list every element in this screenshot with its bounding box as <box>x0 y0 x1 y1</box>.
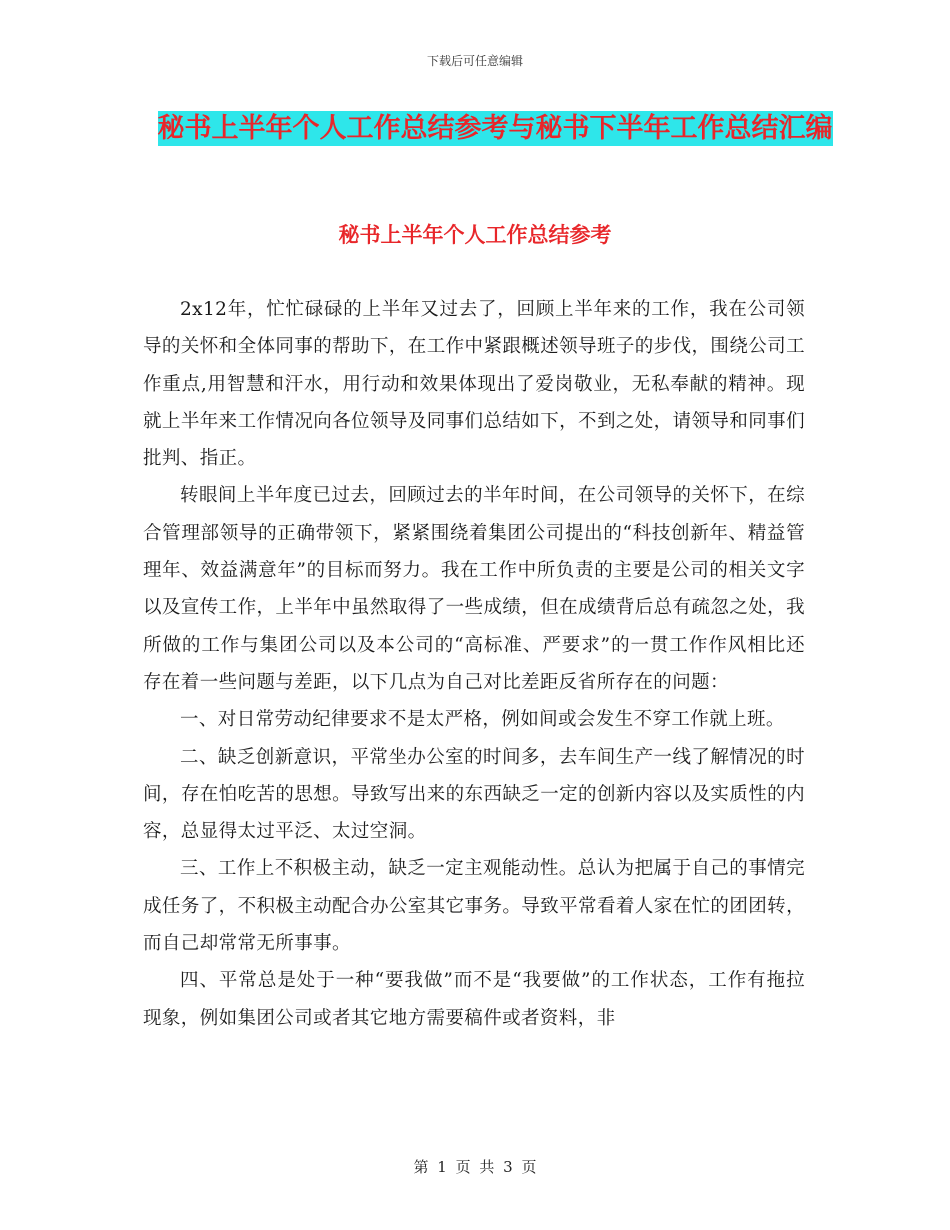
paragraph: 三、工作上不积极主动，缺乏一定主观能动性。总认为把属于自己的事情完成任务了，不积极主动配合办公室其它事务。导致平常看着人家在忙的团团转，而自己却常常无所事事。 <box>143 858 805 955</box>
document-body <box>143 291 805 1037</box>
section-title: 秘书上半年个人工作总结参考 <box>338 223 612 247</box>
page-header-note: 下载后可任意编辑 <box>426 54 523 68</box>
page-number: 第 1 页 共 3 页 <box>413 1158 537 1176</box>
paragraph: 2x12年，忙忙碌碌的上半年又过去了，回顾上半年来的工作，我在公司领导的关怀和全体同事的帮助下，在工作中紧跟概述领导班子的步伐，围绕公司工作重点,用智慧和汗水，用行动和效果体现出了爱岗敬业，无私奉献的精神。现就上半年来工作情况向各位领导及同事们总结如下，不到之处，请领导和同事们批判、指正。 <box>143 299 805 470</box>
paragraph: 转眼间上半年度已过去，回顾过去的半年时间，在公司领导的关怀下，在综合管理部领导的正确带领下，紧紧围绕着集团公司提出的“科技创新年、精益管理年、效益满意年”的目标而努力。我在工作中所负责的主要是公司的相关文字以及宣传工作，上半年中虽然取得了一些成绩，但在成绩背后总有疏忽之处，我所做的工作与集团公司以及本公司的“高标准、严要求”的一贯工作作风相比还存在着一些问题与差距，以下几点为自己对比差距反省所存在的问题： <box>143 485 805 693</box>
paragraph: 二、缺乏创新意识，平常坐办公室的时间多，去车间生产一线了解情况的时间，存在怕吃苦的思想。导致写出来的东西缺乏一定的创新内容以及实质性的内容，总显得太过平泛、太过空洞。 <box>143 746 805 843</box>
document-title <box>140 106 850 152</box>
paragraph: 四、平常总是处于一种“要我做”而不是“我要做”的工作状态，工作有拖拉现象，例如集团公司或者其它地方需要稿件或者资料，非 <box>143 970 805 1029</box>
paragraph: 一、对日常劳动纪律要求不是太严格，例如间或会发生不穿工作就上班。 <box>180 709 785 731</box>
document-title-text: 秘书上半年个人工作总结参考与秘书下半年工作总结汇编 <box>157 113 833 144</box>
